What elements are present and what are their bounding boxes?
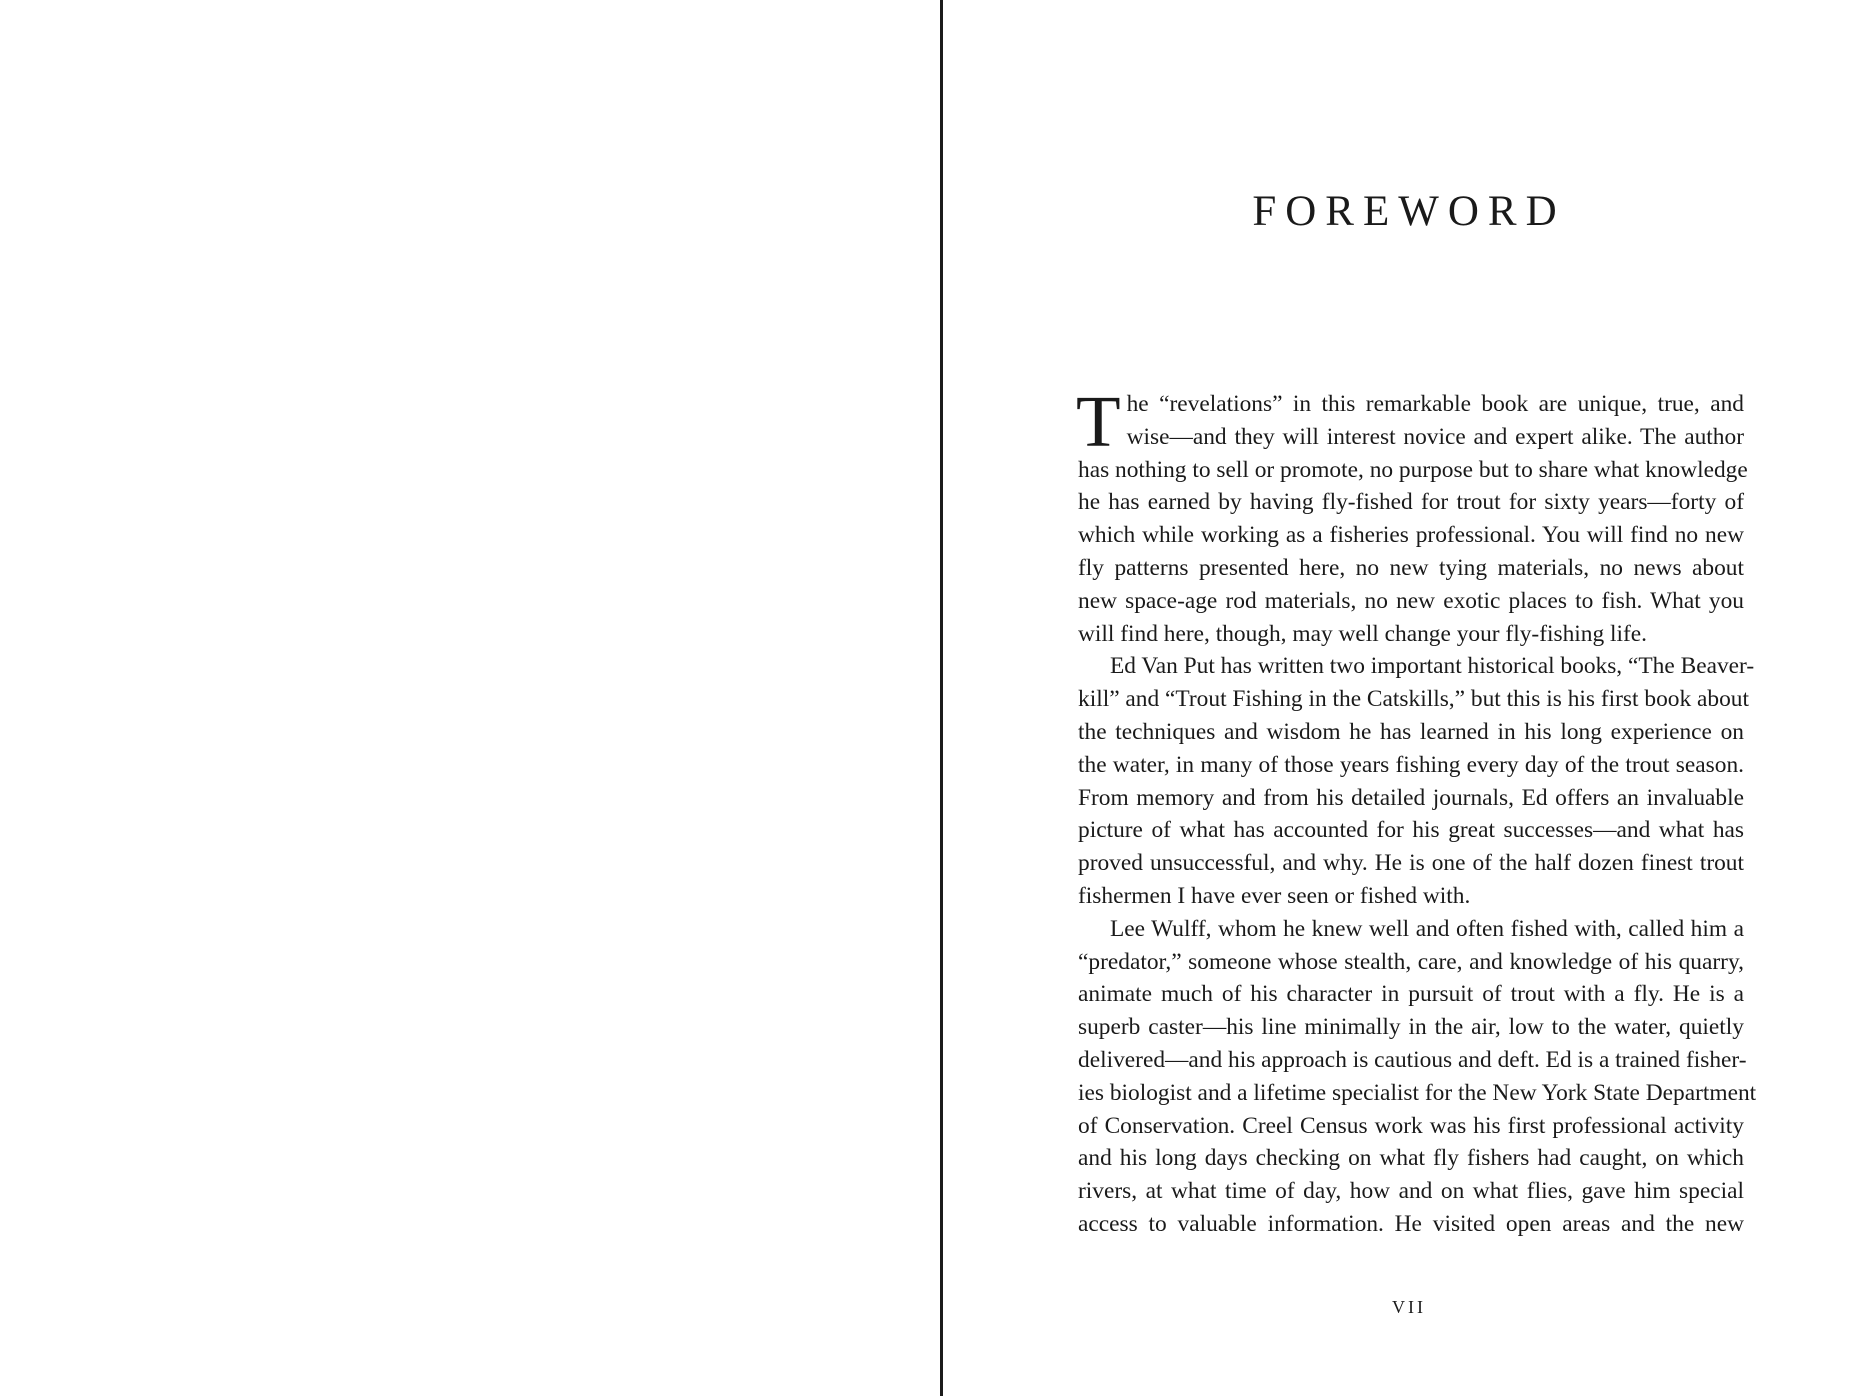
- text-line: wise—and they will interest novice and expert alike. The author: [1126, 423, 1744, 450]
- text-line: “predator,” someone whose stealth, care, and knowledge of his quarry,: [1078, 948, 1744, 975]
- text-line: the techniques and wisdom he has learned in his long experience on: [1078, 718, 1744, 745]
- text-line: kill” and “Trout Fishing in the Catskills,” but this is his first book about: [1078, 686, 1749, 713]
- text-line: the water, in many of those years fishing every day of the trout season.: [1078, 751, 1744, 778]
- text-line: fishermen I have ever seen or fished with.: [1078, 882, 1471, 909]
- page-number: VII: [1392, 1297, 1426, 1317]
- text-line: picture of what has accounted for his great successes—and what has: [1078, 817, 1744, 844]
- text-line: will find here, though, may well change your fly-fishing life.: [1078, 620, 1648, 647]
- drop-cap: T: [1076, 381, 1121, 462]
- text-line: he “revelations” in this remarkable book are unique, true, and: [1126, 391, 1744, 417]
- text-line: Ed Van Put has written two important historical books, “The Beaver-: [1110, 653, 1755, 680]
- text-line: Lee Wulff, whom he knew well and often fished with, called him a: [1110, 915, 1744, 942]
- text-line: which while working as a fisheries professional. You will find no new: [1078, 522, 1744, 549]
- text-line: proved unsuccessful, and why. He is one of the half dozen finest trout: [1078, 850, 1744, 877]
- text-line: of Conservation. Creel Census work was his first professional activity: [1078, 1112, 1744, 1139]
- text-line: rivers, at what time of day, how and on what flies, gave him special: [1078, 1178, 1744, 1205]
- paragraph-2: [1078, 650, 1755, 912]
- text-line: he has earned by having fly-fished for trout for sixty years—forty of: [1078, 489, 1744, 516]
- text-line: and his long days checking on what fly fishers had caught, on which: [1078, 1145, 1744, 1172]
- text-line: access to valuable information. He visited open areas and the new: [1078, 1210, 1744, 1237]
- chapter-title: FOREWORD: [1252, 188, 1566, 235]
- right-page: [943, 0, 1862, 1396]
- text-line: has nothing to sell or promote, no purpose but to share what knowledge: [1078, 456, 1748, 483]
- text-line: From memory and from his detailed journals, Ed offers an invaluable: [1078, 784, 1744, 811]
- text-line: animate much of his character in pursuit of trout with a fly. He is a: [1078, 981, 1744, 1008]
- paragraph-1: [1076, 381, 1748, 650]
- paragraph-3: [1078, 913, 1757, 1241]
- text-line: ies biologist and a lifetime specialist for the New York State Department: [1078, 1079, 1757, 1106]
- text-line: superb caster—his line minimally in the air, low to the water, quietly: [1078, 1014, 1744, 1041]
- text-line: delivered—and his approach is cautious and deft. Ed is a trained fisher-: [1078, 1046, 1747, 1073]
- foreword-body: [1076, 381, 1757, 1241]
- text-line: fly patterns presented here, no new tying materials, no news about: [1078, 554, 1744, 581]
- text-line: new space-age rod materials, no new exotic places to fish. What you: [1078, 587, 1744, 614]
